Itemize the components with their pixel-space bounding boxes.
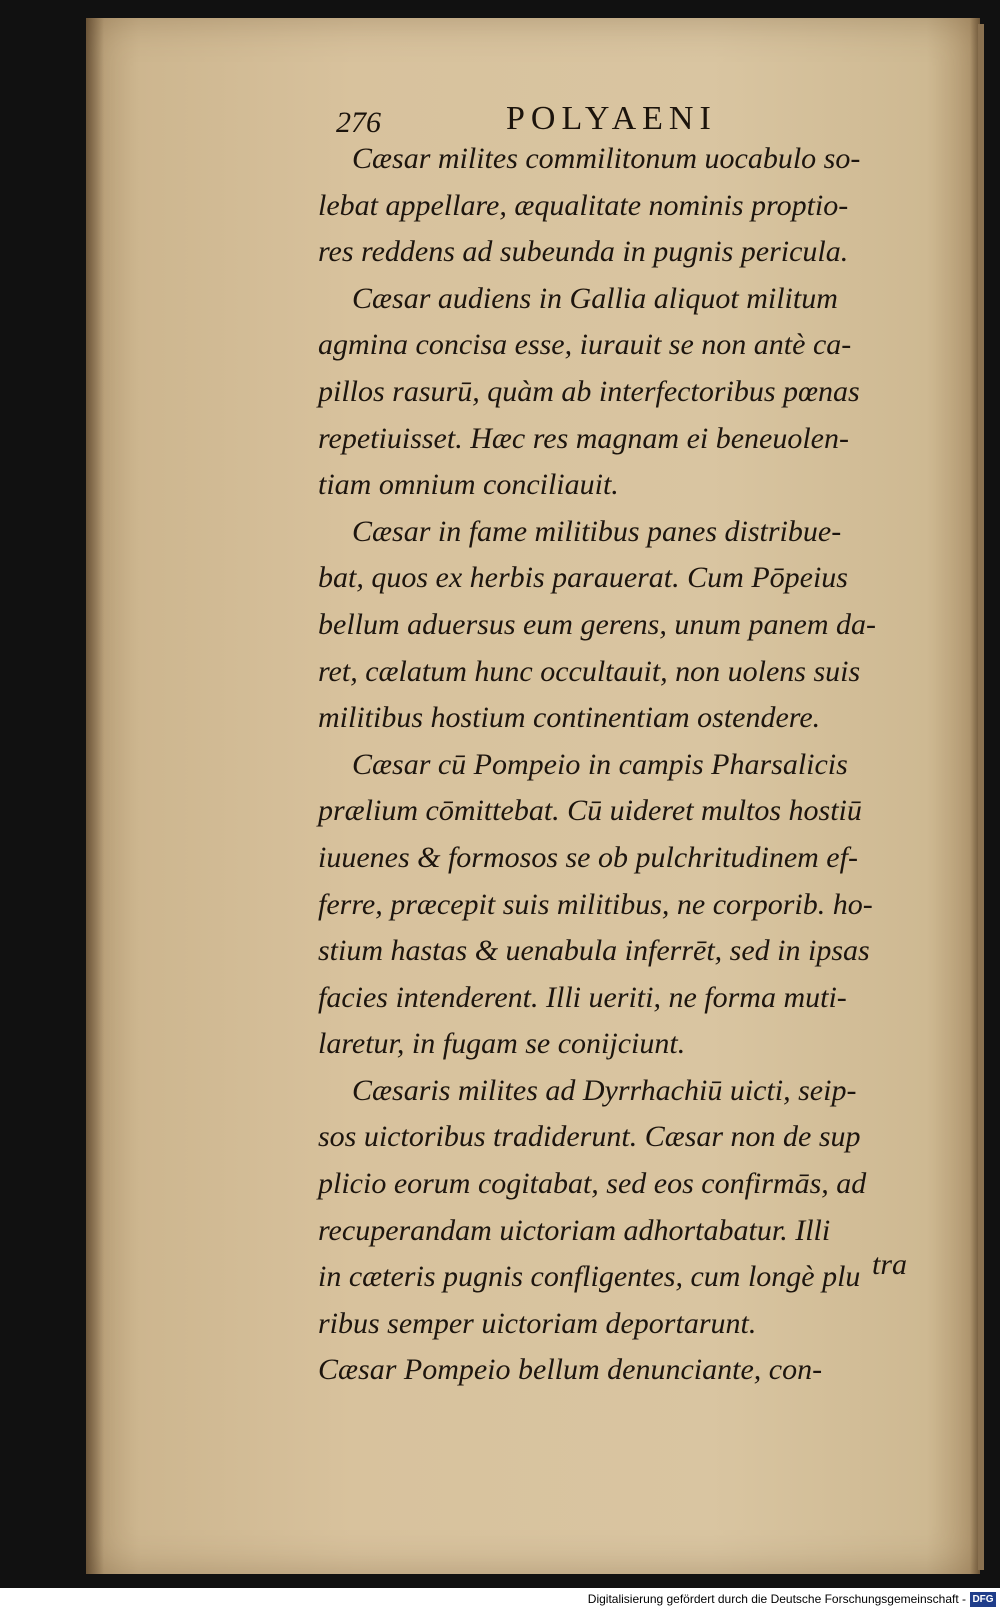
- text-line: Cæsar milites commilitonum uocabulo so-: [352, 142, 861, 175]
- text-line: sos uictoribus tradiderunt. Cæsar non de sup: [318, 1120, 861, 1154]
- page-number: 276: [336, 106, 381, 139]
- text-line: lebat appellare, æqualitate nominis proptio-: [318, 188, 849, 222]
- text-line: ret, cælatum hunc occultauit, non uolens suis: [318, 654, 861, 688]
- text-line: militibus hostium continentiam ostendere.: [318, 701, 821, 735]
- running-head: POLYAENI: [506, 100, 717, 137]
- text-line: agmina concisa esse, iurauit se non antè ca-: [318, 328, 852, 362]
- text-line: laretur, in fugam se conijciunt.: [318, 1027, 686, 1061]
- text-line: Cæsaris milites ad Dyrrhachiū uicti, seip-: [352, 1073, 857, 1107]
- text-line: res reddens ad subeunda in pugnis pericula.: [318, 235, 849, 269]
- text-line: plicio eorum cogitabat, sed eos confirmās, ad: [318, 1167, 867, 1201]
- dfg-logo-icon: DFG: [970, 1592, 996, 1607]
- footer-bar: [0, 1588, 1000, 1613]
- text-line: bellum aduersus eum gerens, unum panem da-: [318, 607, 876, 641]
- text-line: ferre, præcepit suis militibus, ne corporib. ho-: [318, 887, 873, 921]
- text-line: pillos rasurū, quàm ab interfectoribus pœnas: [318, 374, 860, 408]
- text-line: facies intenderent. Illi ueriti, ne forma muti-: [318, 980, 847, 1014]
- funding-credit: Digitalisierung gefördert durch die Deutsche Forschungsgemeinschaft -: [587, 1592, 966, 1606]
- text-line: prælium cōmittebat. Cū uideret multos hostiū: [318, 794, 862, 828]
- text-line: Cæsar Pompeio bellum denunciante, con-: [318, 1353, 823, 1387]
- text-line: bat, quos ex herbis parauerat. Cum Pōpeius: [318, 561, 848, 595]
- text-line: in cæteris pugnis confligentes, cum longè plu: [318, 1260, 861, 1294]
- body-text: [318, 136, 918, 1394]
- text-line: Cæsar in fame militibus panes distribue-: [352, 514, 842, 548]
- text-line: repetiuisset. Hæc res magnam ei beneuolen-: [318, 421, 849, 455]
- text-line: Cæsar cū Pompeio in campis Pharsalicis: [352, 747, 848, 781]
- text-line: iuuenes & formosos se ob pulchritudinem ef-: [318, 840, 858, 874]
- text-line: stium hastas & uenabula inferrēt, sed in ipsas: [318, 934, 870, 968]
- page-edge: [978, 24, 984, 1570]
- catchword: tra: [872, 1248, 908, 1281]
- text-line: recuperandam uictoriam adhortabatur. Illi: [318, 1213, 831, 1247]
- text-line: ribus semper uictoriam deportarunt.: [318, 1306, 757, 1340]
- text-line: Cæsar audiens in Gallia aliquot militum: [352, 281, 838, 315]
- text-line: tiam omnium conciliauit.: [318, 468, 619, 502]
